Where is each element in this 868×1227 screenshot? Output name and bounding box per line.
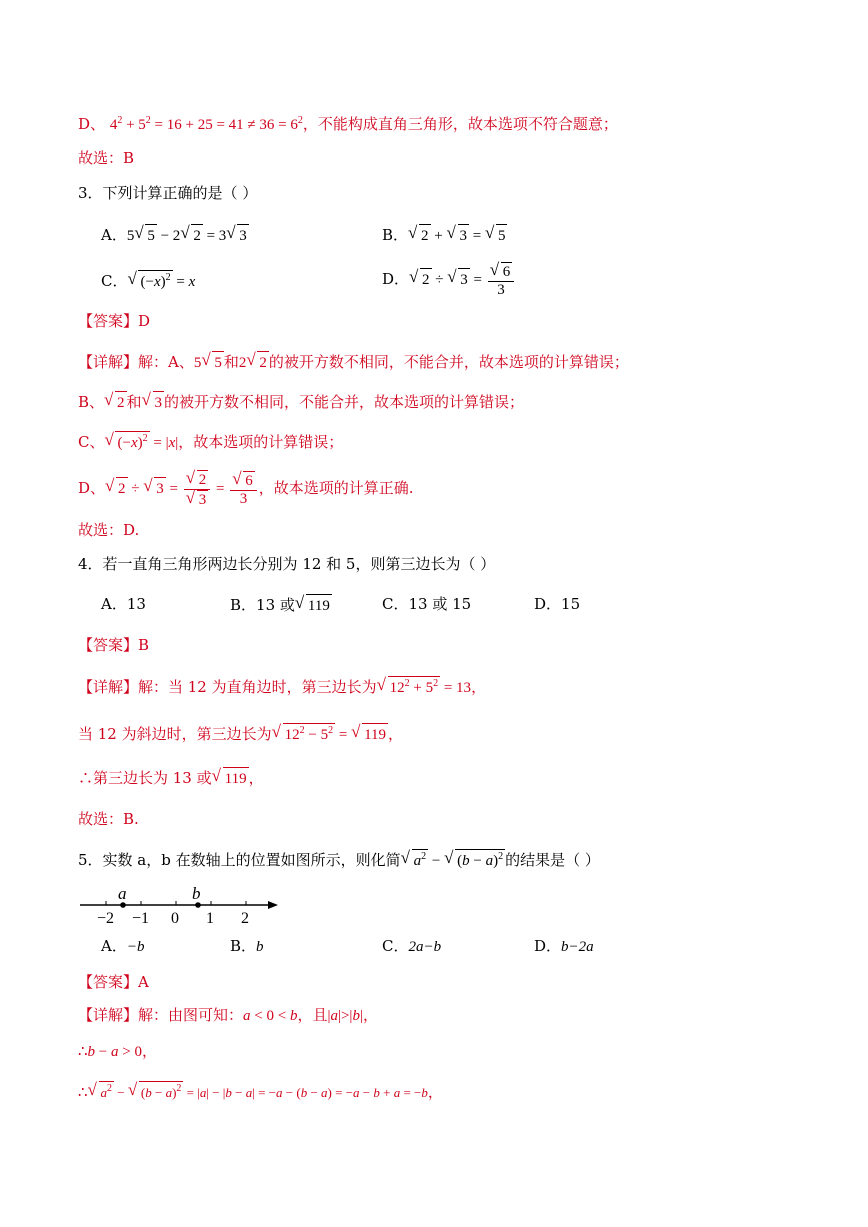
q2-option-d-explanation: D、 $4^2 + 5^2 = 16 + 25 = 41 \ne 36 = 6^2$，不能构成直角三角形，故本选项不符合题意；	[78, 115, 618, 133]
q3-answer: 【答案】D	[78, 312, 151, 330]
q5-stem: 5．实数 a，b 在数轴上的位置如图所示，则化简√ $a^2$ − √ $(b - a)^2$ 的结果是（ ）	[78, 849, 838, 871]
q4-option-d: D．15	[534, 595, 581, 613]
q3-detail-b: B、√ 2 和√ 3 的被开方数不相同，不能合并，故本选项的计算错误；	[78, 391, 838, 413]
q5-option-c: C．2a−b	[382, 937, 442, 955]
q5-option-d: D．b−2a	[534, 937, 594, 955]
q3-option-c: C．√ $(-x)^2 = x$	[101, 270, 195, 292]
tick-label-2: 2	[241, 910, 249, 927]
number-line-figure	[78, 885, 288, 930]
q3-option-d: D．√ 2 ÷ √ 3 = √ $\frac{6}{3}$	[382, 262, 516, 299]
q5-option-b: B．b	[230, 937, 264, 955]
tick-label-0: 0	[171, 910, 179, 927]
label-a: a	[118, 885, 127, 903]
tick-label-minus1: −1	[132, 910, 150, 927]
q5-detail-1: 【详解】解：由图可知：a < 0 < b，且|a|>|b|，	[78, 1006, 378, 1024]
q3-detail-d: D、√ 2 ÷ √ 3 = √ 2 √ 3 = √ $\frac{6}{3}$ ，故本选项的计算正确.	[78, 470, 838, 509]
q4-option-a: A．13	[101, 595, 146, 613]
q3-stem: 3．下列计算正确的是（ ）	[78, 184, 258, 202]
point-b	[195, 902, 201, 908]
tick-label-1: 1	[206, 910, 214, 927]
q4-option-b: B．13 或√ 119	[230, 594, 332, 616]
q4-detail-2: 当 12 为斜边时，第三边长为√ $12^2 - 5^2$ = √ 119 ，	[78, 723, 838, 745]
q3-detail-c: C、√ $(-x)^2 = |x|$，故本选项的计算错误；	[78, 431, 838, 453]
q5-detail-3: ∴√ $a^2$ − √ $(b - a)^2 = |a| - |b - a| = -a - (b - a) = -a - b + a = -b$，	[78, 1081, 838, 1103]
q3-option-b: B．√ 2 + √ 3 = √ 5	[382, 224, 507, 246]
q4-option-c: C．13 或 15	[382, 595, 472, 613]
point-a	[120, 902, 126, 908]
number-line-arrow	[268, 901, 278, 909]
q2-conclusion: 故选：B	[78, 149, 135, 167]
q4-detail-1: 【详解】解：当 12 为直角边时，第三边长为√ $12^2 + 5^2 = 13$，	[78, 676, 838, 698]
label-b: b	[192, 885, 201, 903]
q4-detail-3: ∴第三边长为 13 或√ 119 ，	[78, 767, 838, 789]
q5-answer: 【答案】A	[78, 973, 149, 991]
q3-conclusion: 故选：D.	[78, 521, 140, 539]
q3-option-a: A．5√ 5 − 2√ 2 = 3√ 3	[101, 224, 249, 246]
q5-detail-2: ∴b − a > 0，	[78, 1042, 157, 1060]
q4-stem: 4．若一直角三角形两边长分别为 12 和 5，则第三边长为（ ）	[78, 555, 496, 573]
q4-conclusion: 故选：B.	[78, 810, 139, 828]
q5-option-a: A．−b	[101, 937, 145, 955]
tick-label-minus2: −2	[97, 910, 115, 927]
q4-answer: 【答案】B	[78, 636, 150, 654]
q3-detail-a: 【详解】解：A、5√ 5 和2√ 2 的被开方数不相同，不能合并，故本选项的计算错误；	[78, 351, 838, 373]
